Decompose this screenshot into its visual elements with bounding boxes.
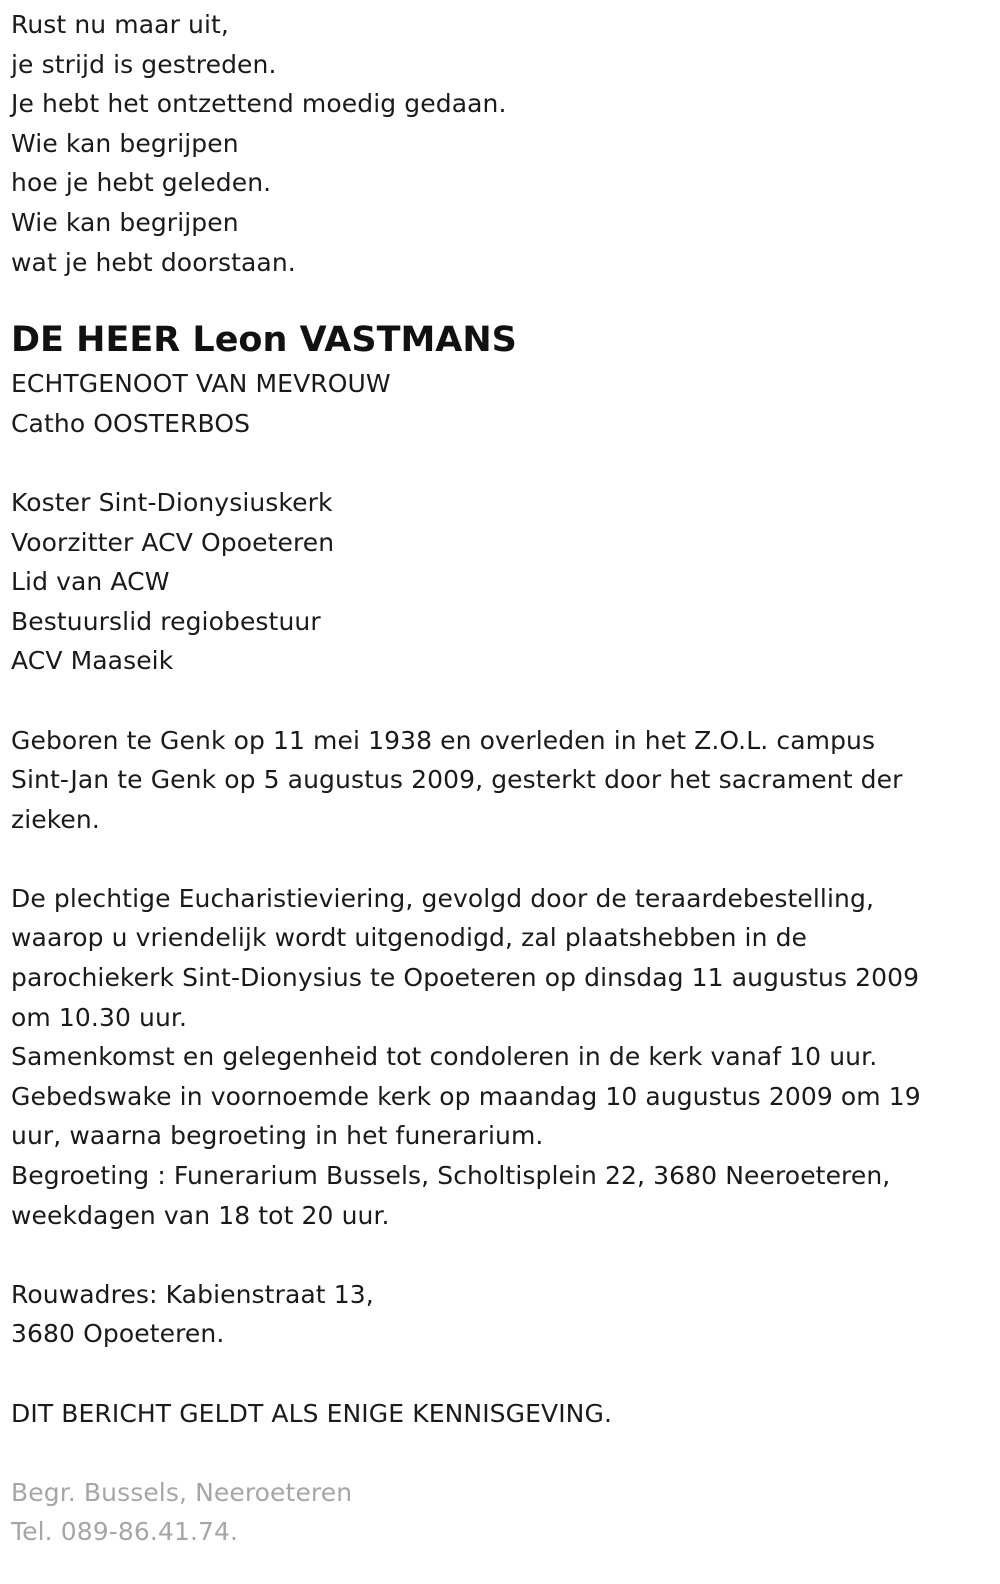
poem <box>11 0 991 282</box>
poem-line: hoe je hebt geleden. <box>11 168 272 198</box>
notice-statement: DIT BERICHT GELDT ALS ENIGE KENNISGEVING. <box>11 1398 612 1428</box>
spouse-line: ECHTGENOOT VAN MEVROUW <box>11 369 391 399</box>
deceased-name: DE HEER Leon VASTMANS <box>11 320 517 361</box>
text-line: weekdagen van 18 tot 20 uur. <box>11 1200 390 1230</box>
role-item: Koster Sint-Dionysiuskerk <box>11 487 333 517</box>
spacer <box>11 1235 991 1275</box>
poem-line: wat je hebt doorstaan. <box>11 247 296 277</box>
text-line: Geboren te Genk op 11 mei 1938 en overleden in het Z.O.L. campus <box>11 725 876 755</box>
poem-line: Rust nu maar uit, <box>11 10 229 39</box>
poem-line: Je hebt het ontzettend moedig gedaan. <box>11 89 507 119</box>
address-line: 3680 Opoeteren. <box>11 1319 225 1349</box>
text-line: Samenkomst en gelegenheid tot condoleren in de kerk vanaf 10 uur. <box>11 1042 878 1072</box>
spacer <box>11 839 991 879</box>
text-line: zieken. <box>11 804 100 834</box>
spacer <box>11 1433 991 1473</box>
text-line: Sint-Jan te Genk op 5 augustus 2009, gesterkt door het sacrament der <box>11 765 903 795</box>
spacer <box>11 681 991 721</box>
text-line: om 10.30 uur. <box>11 1002 188 1032</box>
role-item: Lid van ACW <box>11 567 170 597</box>
funeral-home-name: Begr. Bussels, Neeroeteren <box>11 1477 353 1507</box>
spacer <box>11 1354 991 1394</box>
role-item: ACV Maaseik <box>11 646 174 676</box>
spouse-name: Catho OOSTERBOS <box>11 408 251 438</box>
poem-line: Wie kan begrijpen <box>11 128 239 158</box>
poem-line: je strijd is gestreden. <box>11 49 277 79</box>
birth-death-paragraph <box>11 721 991 840</box>
funeral-home-footer <box>11 1473 991 1552</box>
text-line: Begroeting : Funerarium Bussels, Scholtisplein 22, 3680 Neeroeteren, <box>11 1161 891 1191</box>
text-line: parochiekerk Sint-Dionysius te Opoeteren op dinsdag 11 augustus 2009 <box>11 963 920 993</box>
funeral-home-phone: Tel. 089-86.41.74. <box>11 1517 239 1547</box>
text-line: De plechtige Eucharistieviering, gevolgd door de teraardebestelling, <box>11 883 874 913</box>
ceremony-paragraph <box>11 879 991 1235</box>
mourning-address <box>11 1275 991 1354</box>
role-item: Bestuurslid regiobestuur <box>11 606 321 636</box>
text-line: uur, waarna begroeting in het funerarium. <box>11 1121 544 1151</box>
spacer <box>11 443 991 483</box>
roles-list <box>11 483 991 681</box>
poem-line: Wie kan begrijpen <box>11 207 239 237</box>
obituary-notice <box>11 0 991 1552</box>
address-line: Rouwadres: Kabienstraat 13, <box>11 1279 374 1309</box>
text-line: Gebedswake in voornoemde kerk op maandag 10 augustus 2009 om 19 <box>11 1081 921 1111</box>
role-item: Voorzitter ACV Opoeteren <box>11 527 335 557</box>
text-line: waarop u vriendelijk wordt uitgenodigd, zal plaatshebben in de <box>11 923 808 953</box>
